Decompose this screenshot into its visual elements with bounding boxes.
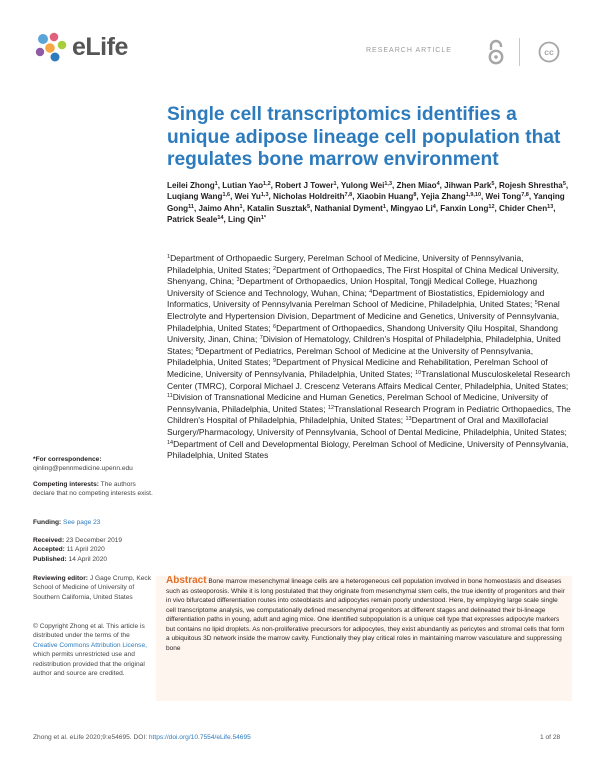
author-name: Lutian Yao	[222, 181, 264, 190]
accepted-date: 11 April 2020	[66, 546, 105, 554]
author-affiliation-marker: 1,2	[263, 181, 271, 187]
author-name: Yulong Wei	[340, 181, 385, 190]
doi-link[interactable]: https://doi.org/10.7554/eLife.54695	[148, 734, 251, 741]
affiliation-number: 14	[167, 439, 174, 446]
author-affiliation-marker: 1*	[260, 215, 267, 222]
author-affiliation-marker: 1,6	[222, 192, 231, 199]
affiliation-number: 4	[369, 288, 373, 295]
author-name: Nathanial Dyment	[314, 203, 383, 213]
funding	[33, 518, 155, 527]
author-name: Yejia Zhang	[420, 192, 466, 202]
author-name: Yanqing Gong	[167, 192, 565, 213]
affiliation-text: Department of Orthopaedic Surgery, Perelman School of Medicine, University of Pennsylvania, Philadelphia, United States;	[167, 253, 524, 275]
author-name: Fanxin Long	[440, 203, 489, 213]
author-affiliation-marker: 1,3	[260, 192, 269, 199]
affiliation-number: 11	[167, 393, 173, 400]
author-affiliation-marker: 1,9,10	[465, 192, 482, 199]
author-name: Katalin Susztak	[247, 203, 307, 213]
affiliation-text: Department of Orthopaedics, The First Hospital of China Medical University, Shenyang, China;	[167, 264, 560, 287]
affiliation-number: 3	[236, 277, 240, 284]
competing-interests	[33, 480, 155, 499]
competing-text: The authors declare that no competing interests exist.	[33, 481, 153, 498]
abstract	[166, 576, 568, 653]
open-access-icon[interactable]	[485, 38, 507, 66]
funding-link[interactable]: See page 23	[63, 519, 101, 526]
affiliation-number: 7	[259, 335, 263, 342]
correspondence	[33, 455, 155, 474]
citation: Zhong et al. eLife 2020;9:e54695.	[33, 734, 132, 741]
license-link[interactable]: Creative Commons Attribution License,	[33, 641, 147, 649]
affiliation-number: 6	[273, 323, 277, 330]
journal-name: eLife	[72, 32, 128, 61]
copyright-pre: Copyright Zhong et al. This article is distributed under the terms of the	[33, 623, 145, 640]
elife-logo[interactable]	[34, 32, 128, 62]
author-name: Chider Chen	[499, 203, 548, 213]
funding-label: Funding:	[33, 519, 62, 526]
copyright-post: which permits unrestricted use and redistribution provided that the original author and source are credited.	[33, 651, 145, 678]
author-name: Wei Tong	[485, 192, 522, 202]
affiliation-text: Department of Orthopaedics, Shandong University Qilu Hospital, Shandong University, Jinan, China;	[167, 322, 558, 345]
author-affiliation-marker: 4	[436, 181, 440, 187]
reviewing-editor	[33, 574, 155, 602]
affiliation-text: Division of Transnational Medicine and Human Genetics, Perelman School of Medicine, University of Pennsylvania, Philadelphia, United States;	[167, 392, 548, 414]
author-name: Luqiang Wang	[167, 192, 223, 202]
author-affiliation-marker: 1	[239, 203, 243, 210]
doi-label: DOI:	[133, 734, 148, 741]
affiliation-number: 2	[273, 265, 277, 272]
correspondence-label: *For correspondence:	[33, 456, 102, 463]
author-affiliation-marker: 5	[491, 181, 495, 187]
author-name: Jihwan Park	[444, 181, 492, 190]
dates	[33, 536, 155, 564]
creative-commons-icon[interactable]	[538, 41, 560, 63]
author-affiliation-marker: 12	[488, 203, 495, 210]
author-name: Nicholas Holdreith	[273, 192, 345, 202]
affiliation-text: Translational Research Program in Pediatric Orthopaedics, The Children's Hospital of Philadelphia, Philadelphia, United States;	[167, 403, 571, 426]
elife-logo-icon	[34, 32, 68, 62]
copyright	[33, 622, 155, 678]
abstract-heading: Abstract	[166, 575, 207, 586]
copyright-icon: ©	[33, 623, 38, 630]
affiliation-text: Department of Oral and Maxillofacial Surgery/Pharmacology, University of Pennsylvania, School of Dental Medicine, Philadelphia, United States;	[167, 415, 567, 437]
affiliation-text: Translational Musculoskeletal Research Center (TMRC), Corporal Michael J. Crescenz Veterans Affairs Medical Center, Philadelphia, United States;	[167, 368, 571, 391]
affiliation-text: Department of Cell and Developmental Biology, Perelman School of Medicine, University of Pennsylvania, Philadelphia, United States	[167, 438, 569, 461]
author-name: Ling Qin	[228, 215, 261, 225]
published-date: 14 April 2020	[68, 555, 108, 563]
affiliation-text: Renal Electrolyte and Hypertension Division, Department of Medicine and Genetics, University of Pennsylvania, Philadelphia, United States;	[167, 299, 560, 333]
abstract-text: Bone marrow mesenchymal lineage cells are a heterogeneous cell population involved in bone homeostasis and diseases such as osteoporosis. While it is long postulated that they originate from mesenchymal stem cells, the true identity of progenitors and their in vivo bifurcated differentiation routes into osteoblasts and adipocytes remain poorly understood. Here, by employing large scale single cell transcriptome analysis, we computationally defined mesenchymal progenitors at different stages and delineated their bi-lineage differentiation paths in young, adult and aging mice. One identified subpopulation is a unique cell type that expresses adipocyte markers but contains no lipid droplets. As non-proliferative precursors for adipocytes, they exist abundantly as pericytes and stromal cells that form a ubiquitous 3D network inside the marrow cavity. Functionally they play critical roles in maintaining marrow vasculature and suppressing bone	[166, 578, 565, 652]
author-name: Xiaobin Huang	[356, 192, 414, 202]
affiliation-text: Department of Pediatrics, Perelman School of Medicine at the University of Pennsylvania, Philadelphia, United States;	[167, 345, 534, 368]
affiliation-text: Department of Biostatistics, Epidemiology and Informatics, University of Pennsylvania Perelman School of Medicine, Philadelphia, United States;	[167, 287, 545, 310]
received-date: 23 December 2019	[66, 537, 123, 544]
author-affiliation-marker: 5	[562, 181, 566, 187]
author-affiliation-marker: 1	[382, 203, 386, 210]
author-name: Patrick Seale	[167, 215, 218, 225]
author-affiliation-marker: 14	[217, 215, 224, 222]
author-name: Mingyao Li	[390, 203, 433, 213]
article-type: RESEARCH ARTICLE	[366, 47, 452, 54]
author-name: Wei Yu	[234, 192, 261, 202]
cc-label: cc	[544, 47, 554, 58]
received-label: Received:	[33, 537, 65, 544]
author-affiliation-marker: 1	[333, 181, 337, 187]
affiliation-number: 1	[167, 254, 171, 260]
author-affiliation-marker: 5	[306, 203, 310, 210]
author-affiliation-marker: 1,3	[384, 181, 393, 187]
affiliation-number: 12	[327, 404, 335, 411]
author-name: Zhen Miao	[396, 181, 437, 190]
author-name: Rojesh Shrestha	[498, 181, 563, 190]
affiliation-number: 8	[195, 346, 199, 353]
affiliation-text: Department of Physical Medicine and Rehabilitation, Perelman School of Medicine, University of Pennsylvania, Philadelphia, United States;	[167, 357, 548, 379]
author-name: Jaimo Ahn	[198, 203, 240, 213]
author-affiliation-marker: 11	[188, 203, 194, 210]
affiliations	[167, 253, 572, 462]
author-affiliation-marker: 4	[432, 203, 436, 210]
published-label: Published:	[33, 555, 67, 563]
author-name: Robert J Tower	[275, 181, 334, 190]
correspondence-email[interactable]: qinling@pennmedicine.upenn.edu	[33, 465, 133, 473]
author-affiliation-marker: 7,8	[344, 192, 353, 199]
accepted-label: Accepted:	[33, 546, 65, 554]
author-affiliation-marker: 1	[214, 181, 218, 187]
author-list: Leilei Zhong$^1$, Lutian Yao$^{1,2}$, Robert J Tower$^1$, Yulong Wei$^{1,3}$, Zhen Miao$^4$, Jihwan Park$^5$, Rojesh Shrestha$^5$, Luqiang Wang$^{1,6}$, Wei Yu$^{1,3}$, Nicholas Holdreith$^{7,8}$, Xiaobin Huang$^8$, Yejia Zhang$^{1,9,10}$, Wei Tong$^{7,8}$, Yanqing Gong$^{11}$, Jaimo Ahn$^1$, Katalin Susztak$^5$, Nathanial Dyment$^1$, Mingyao Li$^4$, Fanxin Long$^{12}$, Chider Chen$^{13}$, Patrick Seale$^{14}$, Ling Qin$^{1*}$	[167, 181, 569, 225]
affiliation-number: 9	[273, 358, 277, 365]
author-affiliation-marker: 7,8	[521, 192, 529, 199]
author-affiliation-marker: 13	[547, 203, 554, 210]
author-affiliation-marker: 8	[413, 192, 417, 199]
reviewing-label: Reviewing editor:	[33, 575, 88, 582]
affiliation-number: 10	[415, 369, 422, 376]
affiliation-text: Department of Orthopaedics, Union Hospital, Tongji Medical College, Huazhong University of Science and Technology, Wuhan, China;	[167, 276, 538, 298]
header-divider	[519, 38, 520, 66]
reviewing-text: J Gage Crump, Keck School of Medicine of University of Southern California, United States	[33, 575, 152, 601]
article-title: Single cell transcriptomics identifies a unique adipose lineage cell population that regulates bone marrow environment	[167, 104, 561, 170]
affiliation-number: 5	[534, 300, 538, 307]
affiliation-number: 13	[405, 416, 412, 423]
affiliation-text: Division of Hematology, Children's Hospital of Philadelphia, Philadelphia, United States;	[167, 334, 561, 356]
author-name: Leilei Zhong	[167, 181, 215, 190]
competing-label: Competing interests:	[33, 481, 99, 488]
page-number: 1 of 28	[540, 734, 561, 741]
citation-footer	[33, 734, 251, 741]
